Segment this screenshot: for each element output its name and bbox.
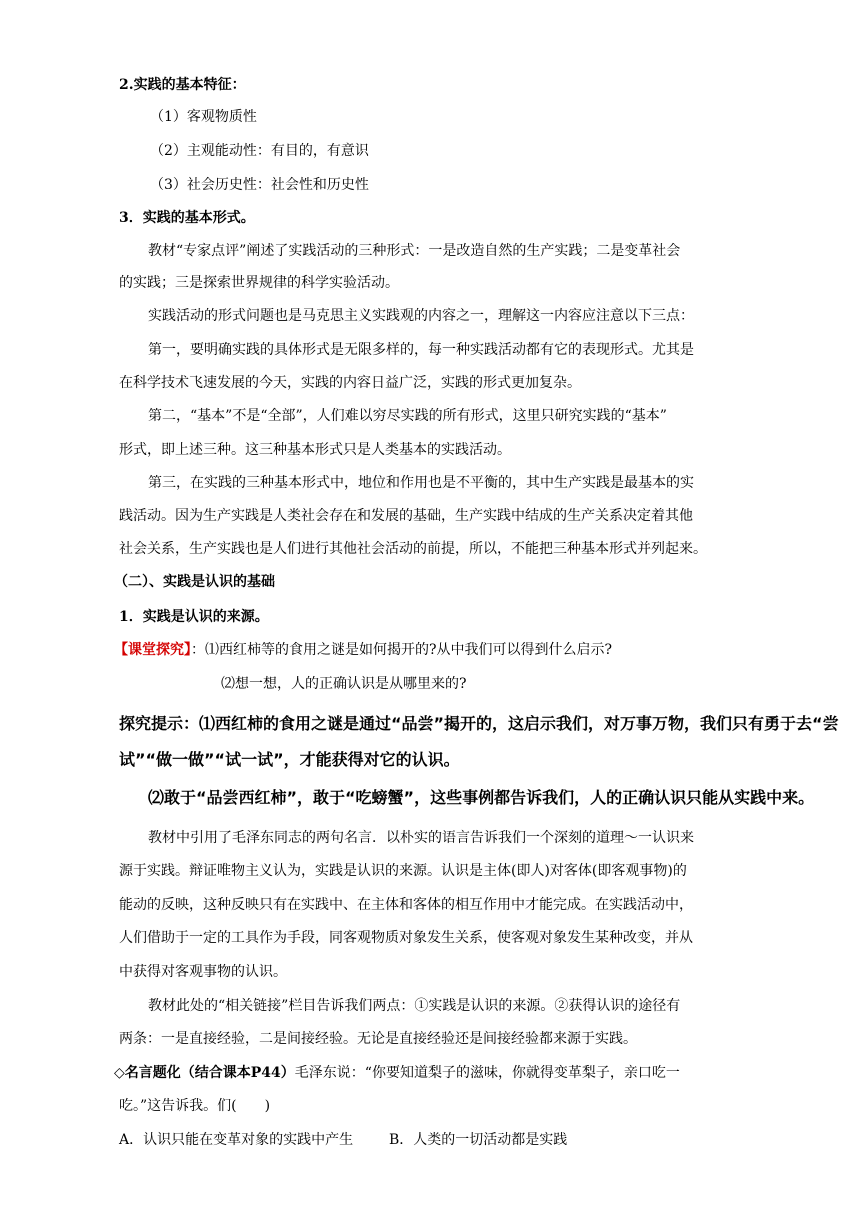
hint-label: 探究提示： (119, 714, 200, 733)
paragraph-line: 的实践；三是探索世界规律的科学实验活动。 (119, 275, 399, 291)
explore-question (114, 640, 612, 660)
paragraph-line: 人们借助于一定的工具作为手段，同客观物质对象发生关系，使客观对象发生某种改变，并从 (119, 930, 693, 946)
paragraph-line: 第二，“基本”不是“全部”，人们难以穷尽实践的所有形式，这里只研究实践的“基本” (148, 408, 667, 424)
quote-text: 毛泽东说：“你要知道梨子的滋味，你就得变革梨子，亲口吃一 (294, 1065, 680, 1081)
paragraph-line: 在科学技术飞速发展的今天，实践的内容日益广泛，实践的形式更加复杂。 (119, 375, 581, 391)
list-item: （2）主观能动性：有目的，有意识 (150, 143, 369, 159)
explore-question-2: ⑵想一想，人的正确认识是从哪里来的? (221, 676, 467, 692)
hint-line (119, 713, 839, 735)
option-a: A．认识只能在变革对象的实践中产生 (119, 1132, 354, 1148)
hint-text: ⑴西红柿的食用之谜是通过“品尝”揭开的，这启示我们，对万事万物，我们只有勇于去“尝 (199, 714, 839, 733)
paragraph-line: 教材“专家点评”阐述了实践活动的三种形式：一是改造自然的生产实践；二是变革社会 (148, 243, 681, 259)
list-item: （3）社会历史性：社会性和历史性 (150, 177, 369, 193)
quote-label: ◇名言题化（结合课本P44） (114, 1065, 295, 1081)
paragraph-line: 实践活动的形式问题也是马克思主义实践观的内容之一，理解这一内容应注意以下三点： (148, 308, 694, 324)
paragraph-line: 形式，即上述三种。这三种基本形式只是人类基本的实践活动。 (119, 442, 511, 458)
paragraph-line: 教材中引用了毛泽东同志的两句名言．以朴实的语言告诉我们一个深刻的道理～一认识来 (148, 830, 694, 846)
quote-question-cont: 吃。”这告诉我。们( ) (119, 1098, 271, 1114)
paragraph-line: 践活动。因为生产实践是人类社会存在和发展的基础，生产实践中结成的生产关系决定着其他 (119, 508, 693, 524)
section-heading: 3．实践的基本形式。 (119, 210, 255, 226)
explore-question-1: ：⑴西红柿等的食用之谜是如何揭开的?从中我们可以得到什么启示? (191, 642, 613, 658)
paragraph-line: 教材此处的“相关链接”栏目告诉我们两点：①实践是认识的来源。②获得认识的途径有 (148, 998, 681, 1014)
paragraph-line: 第一，要明确实践的具体形式是无限多样的，每一种实践活动都有它的表现形式。尤其是 (148, 342, 694, 358)
paragraph-line: 社会关系，生产实践也是人们进行其他社会活动的前提，所以，不能把三种基本形式并列起来。 (119, 541, 707, 557)
part-heading: （二）、实践是认识的基础 (114, 574, 275, 590)
paragraph-line: 第三，在实践的三种基本形式中，地位和作用也是不平衡的，其中生产实践是最基本的实 (148, 475, 694, 491)
paragraph-line: 中获得对客观事物的认识。 (119, 964, 287, 980)
paragraph-line: 能动的反映，这种反映只有在实践中、在主体和客体的相互作用中才能完成。在实践活动中， (119, 897, 693, 913)
option-b: B．人类的一切活动都是实践 (389, 1132, 568, 1148)
hint-line: ⑵敢于“品尝西红柿”，敢于“吃螃蟹”，这些事例都告诉我们，人的正确认识只能从实践中来。 (148, 788, 815, 807)
explore-label: 【课堂探究】 (114, 642, 191, 658)
hint-line: 试”“做一做”“试一试”，才能获得对它的认识。 (119, 750, 460, 769)
paragraph-line: 两条：一是直接经验，二是间接经验。无论是直接经验还是间接经验都来源于实践。 (119, 1031, 637, 1047)
section-heading: 2.实践的基本特征： (119, 77, 246, 93)
paragraph-line: 源于实践。辩证唯物主义认为，实践是认识的来源。认识是主体(即人)对客体(即客观事物)的 (119, 863, 687, 879)
subsection-heading: 1．实践是认识的来源。 (119, 609, 269, 625)
list-item: （1）客观物质性 (150, 109, 257, 125)
quote-question (114, 1063, 680, 1083)
